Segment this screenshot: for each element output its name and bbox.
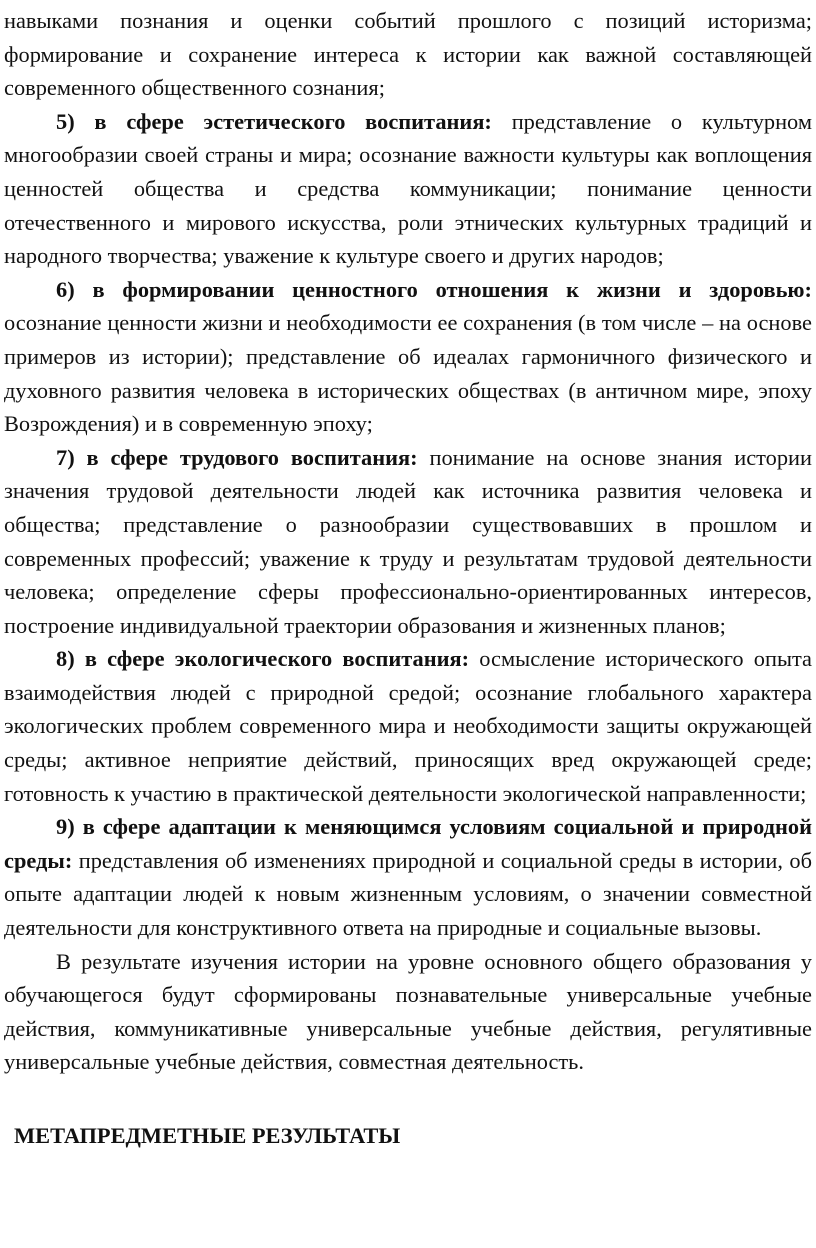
paragraph-adaptation — [4, 810, 812, 944]
paragraph-aesthetic-education — [4, 105, 812, 273]
section-heading: МЕТАПРЕДМЕТНЫЕ РЕЗУЛЬТАТЫ — [14, 1123, 401, 1148]
paragraph-ecological-education — [4, 642, 812, 810]
paragraph-text: В результате изучения истории на уровне основного общего образования у обучающегося будут сформированы познавательные универсальные учебные действия, коммуникативные универсальные учебные действия, регулятивные универсальные учебные действия, совместная деятельность. — [4, 948, 812, 1075]
paragraph-text: навыками познания и оценки событий прошлого с позиций историзма; формирование и сохранение интереса к истории как важной составляющей современного общественного сознания; — [4, 8, 812, 101]
paragraph-text: понимание на основе знания истории значения трудовой деятельности людей как источника развития человека и общества; представление о разнообразии существовавших в прошлом и современных профессий; уважение к труду и результатам трудовой деятельности человека; определение сферы профессионально-ориентированных интересов, построение индивидуальной траектории образования и жизненных планов; — [4, 444, 812, 638]
paragraph-results-summary — [4, 945, 812, 1079]
paragraph-text: осмысление исторического опыта взаимодействия людей с природной средой; осознание глобального характера экологических проблем современного мира и необходимости защиты окружающей среды; активное неприятие действий, приносящих вред окружающей среде; готовность к участию в практической деятельности экологической направленности; — [4, 646, 812, 806]
paragraph-lead: 7) в сфере трудового воспитания: — [56, 444, 418, 470]
paragraph-labor-education — [4, 441, 812, 643]
paragraph-text: представление о культурном многообразии своей страны и мира; осознание важности культуры как воплощения ценностей общества и средства коммуникации; понимание ценности отечественного и мирового искусства, роли этнических культурных традиций и народного творчества; уважение к культуре своего и других народов; — [4, 108, 812, 269]
paragraph-text: представления об изменениях природной и социальной среды в истории, об опыте адаптации людей к новым жизненным условиям, о значении совместной деятельности для конструктивного ответа на природные и социальные вызовы. — [4, 847, 812, 941]
paragraph-lead: 9) в сфере адаптации к меняющимся условиям социальной и природной среды: — [4, 814, 812, 873]
paragraph-historicism-continuation — [4, 4, 812, 105]
paragraph-text: осознание ценности жизни и необходимости ее сохранения (в том числе – на основе примеров из истории); представление об идеалах гармоничного физического и духовного развития человека в исторических обществах (в античном мире, эпоху Возрождения) и в современную эпоху; — [4, 310, 812, 437]
paragraph-lead: 5) в сфере эстетического воспитания: — [56, 108, 492, 134]
paragraph-lead: 6) в формировании ценностного отношения к жизни и здоровью: — [56, 276, 812, 302]
paragraph-lead: 8) в сфере экологического воспитания: — [56, 646, 470, 672]
paragraph-life-health-values — [4, 273, 812, 441]
